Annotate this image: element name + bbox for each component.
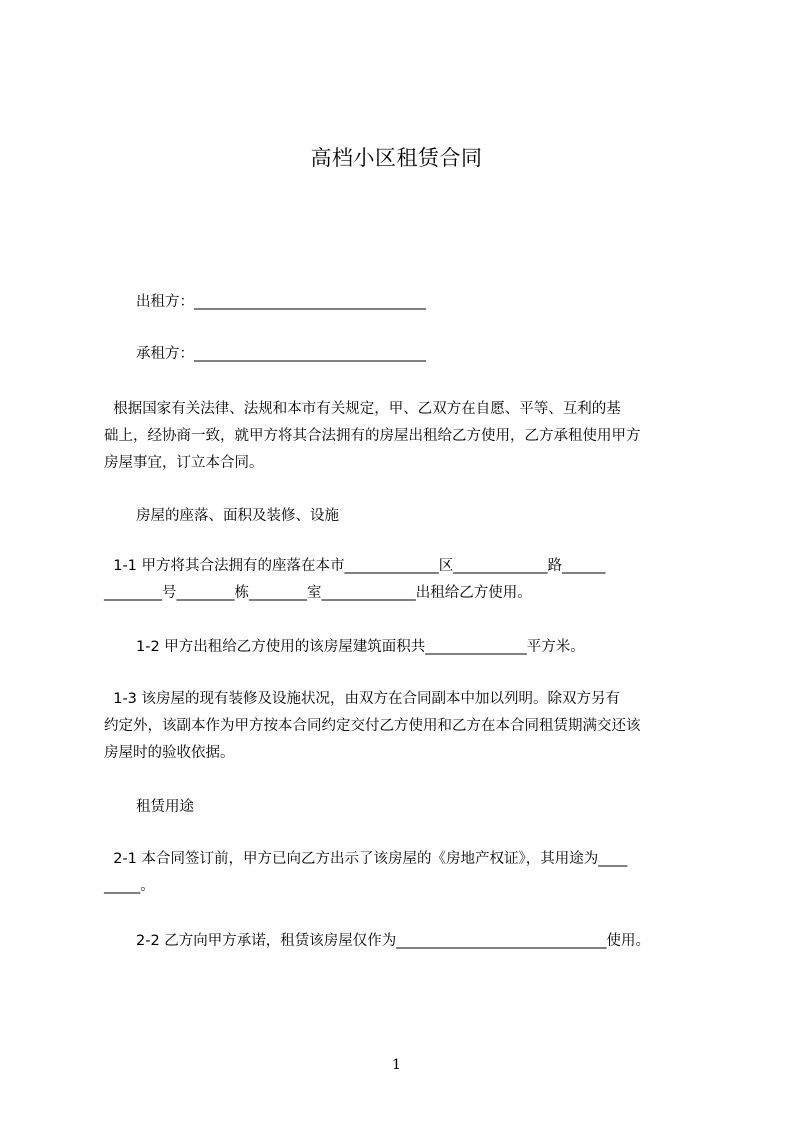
clause-1-1-line-2: ________号________栋________室_____________出租给乙方使用。	[104, 585, 532, 601]
preamble-paragraph	[104, 396, 704, 477]
clause-1-1-line-1: 1-1 甲方将其合法拥有的座落在本市_____________区_____________路______	[104, 558, 606, 574]
clause-1-3-line-1: 1-3 该房屋的现有装修及设施状况，由双方在合同副本中加以列明。除双方另有	[104, 691, 621, 707]
contract-title: 高档小区租赁合同	[310, 146, 483, 170]
preamble-line-2: 础上，经协商一致，就甲方将其合法拥有的房屋出租给乙方使用，乙方承租使用甲方	[104, 428, 641, 444]
clause-1-2: 1-2 甲方出租给乙方使用的该房屋建筑面积共______________平方米。	[136, 639, 585, 655]
clause-2-1-line-1: 2-1 本合同签订前，甲方已向乙方出示了该房屋的《房地产权证》，其用途为____	[104, 851, 628, 867]
section-heading-premises: 房屋的座落、面积及装修、设施	[136, 508, 339, 524]
clause-2-1-line-2: _____。	[104, 878, 155, 894]
clause-1-1	[104, 553, 704, 607]
clause-2-2: 2-2 乙方向甲方承诺，租赁该房屋仅作为_____________________________使用。	[136, 933, 651, 949]
lessee-field: 承租方：________________________________	[136, 346, 426, 362]
clause-2-1	[104, 846, 704, 900]
section-heading-use: 租赁用途	[136, 799, 194, 815]
preamble-line-1: 根据国家有关法律、法规和本市有关规定，甲、乙双方在自愿、平等、互利的基	[104, 401, 621, 417]
clause-1-3-line-2: 约定外，该副本作为甲方按本合同约定交付乙方使用和乙方在本合同租赁期满交还该	[104, 718, 641, 734]
page-number: 1	[392, 1057, 401, 1073]
preamble-line-3: 房屋事宜，订立本合同。	[104, 455, 264, 471]
lessor-field: 出租方：________________________________	[136, 294, 426, 310]
clause-1-3-line-3: 房屋时的验收依据。	[104, 745, 235, 761]
clause-1-3	[104, 686, 704, 767]
